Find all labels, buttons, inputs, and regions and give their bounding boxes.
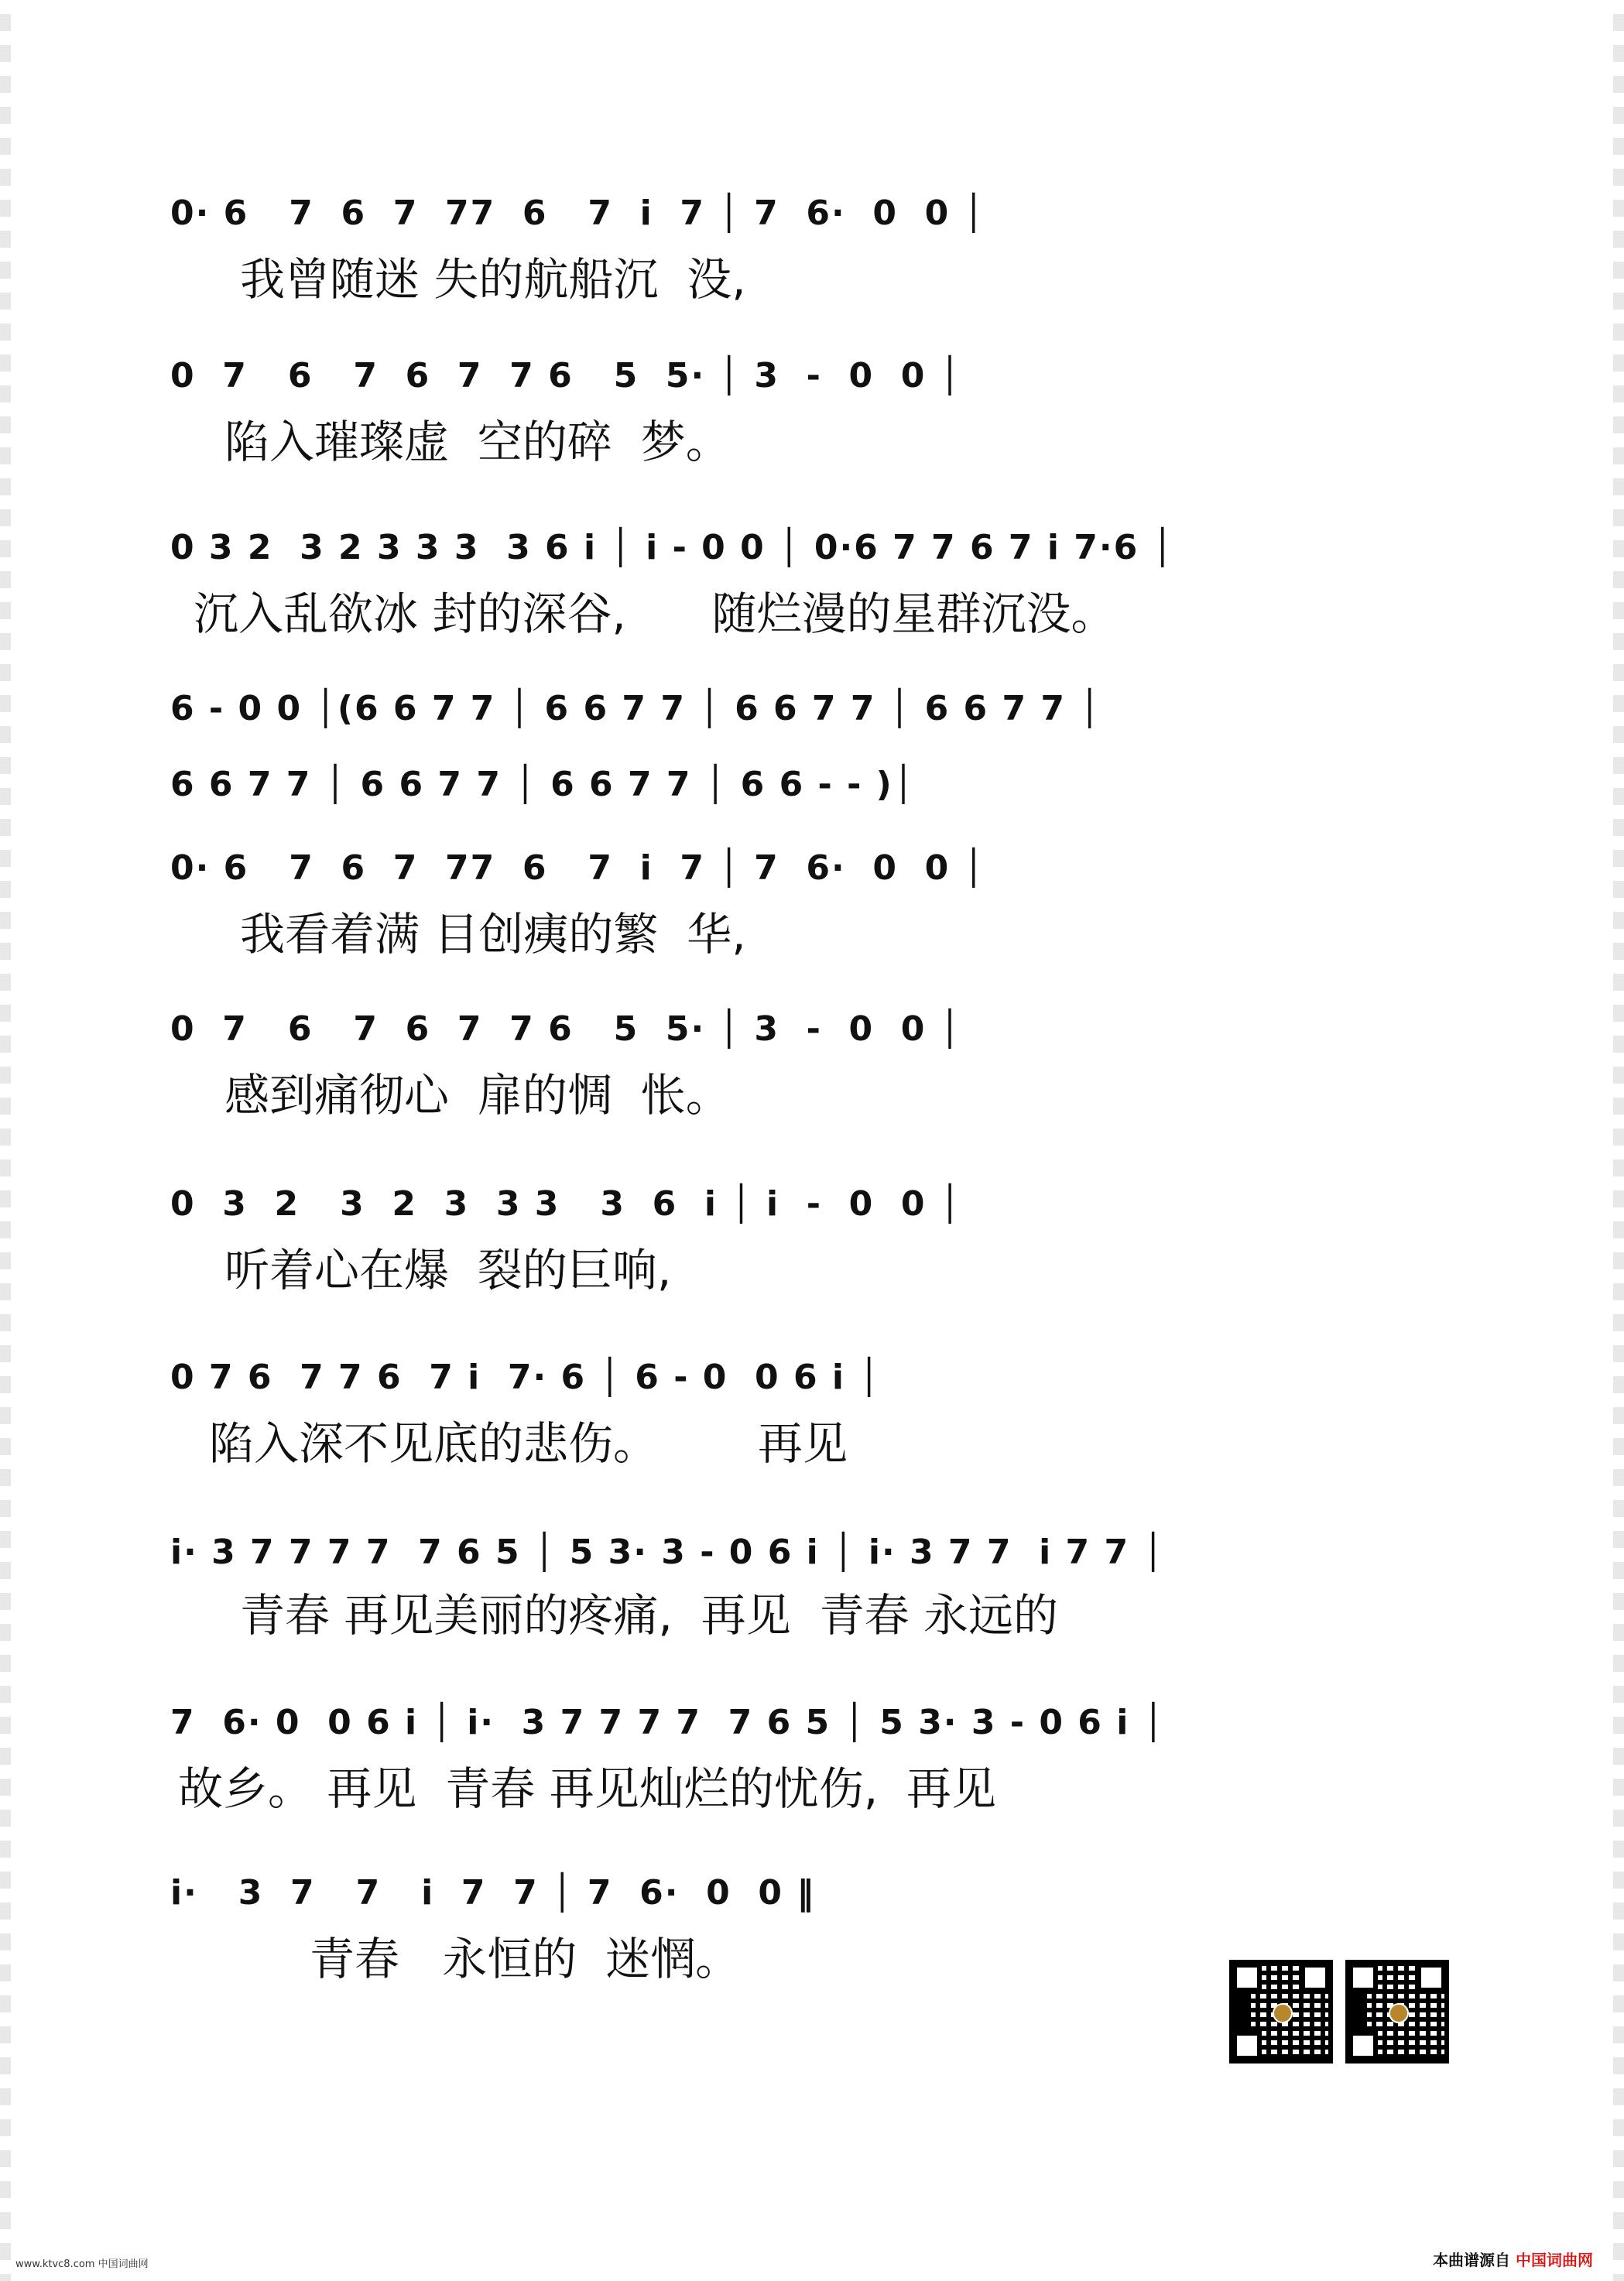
notation-line: i· 3 7 7 i 7 7 │ 7 6· 0 0 ‖: [170, 1873, 816, 1913]
notation-line: 6 6 7 7 │ 6 6 7 7 │ 6 6 7 7 │ 6 6 - - )│: [170, 765, 916, 804]
system-5: [170, 762, 1463, 808]
lyric-line: 听着心在爆 裂的巨响,: [224, 1244, 672, 1296]
lyric-row-8: [170, 1243, 1463, 1296]
lyric-row-3: [170, 587, 1463, 640]
notation-line: 6 - 0 0 │(6 6 7 7 │ 6 6 7 7 │ 6 6 7 7 │ 6 6 7 7 │: [170, 689, 1102, 728]
qr-code-1: [1229, 1960, 1333, 2064]
system-12: [170, 1870, 1463, 1916]
lyric-line: 我曾随迷 失的航船沉 没,: [240, 253, 746, 306]
right-watermark-strip: [1613, 0, 1624, 2281]
system-8: [170, 1181, 1463, 1228]
notation-line: 7 6· 0 0 6 i │ i· 3 7 7 7 7 7 6 5 │ 5 3· 3 - 0 6 i │: [170, 1703, 1166, 1742]
lyric-row-9: [170, 1416, 1463, 1470]
system-9: [170, 1355, 1463, 1401]
notation-line: 0 3 2 3 2 3 3 3 3 6 i │ i - 0 0 │: [170, 1184, 962, 1224]
left-watermark-strip: [0, 0, 11, 2281]
footer-source-prefix: 本曲谱源自: [1433, 2251, 1511, 2269]
lyric-row-7: [170, 1068, 1463, 1122]
lyric-line: 陷入深不见底的悲伤。 再见: [209, 1417, 848, 1470]
system-6: [170, 845, 1463, 892]
notation-line: 0 7 6 7 7 6 7 i 7· 6 │ 6 - 0 0 6 i │: [170, 1358, 881, 1397]
footer-source: [1433, 2248, 1593, 2270]
lyric-line: 我看着满 目创痍的繁 华,: [240, 908, 746, 961]
lyric-line: 故乡。 再见 青春 再见灿烂的忧伤, 再见: [178, 1762, 997, 1815]
system-7: [170, 1006, 1463, 1053]
notation-line: 0· 6 7 6 7 77 6 7 i 7 │ 7 6· 0 0 │: [170, 194, 986, 233]
lyric-line: 感到痛彻心 扉的惆 怅。: [224, 1069, 731, 1122]
system-3: [170, 525, 1463, 571]
lyric-line: 陷入璀璨虚 空的碎 梦。: [224, 416, 731, 468]
notation-line: 0· 6 7 6 7 77 6 7 i 7 │ 7 6· 0 0 │: [170, 848, 986, 888]
lyric-line: 青春 永恒的 迷惘。: [310, 1933, 741, 1985]
notation-line: i· 3 7 7 7 7 7 6 5 │ 5 3· 3 - 0 6 i │ i· 3 7 7 i 7 7 │: [170, 1533, 1165, 1572]
lyric-line: 沉入乱欲冰 封的深谷, 随烂漫的星群沉没。: [194, 587, 1116, 640]
system-2: [170, 353, 1463, 399]
notation-line: 0 7 6 7 6 7 7 6 5 5· │ 3 - 0 0 │: [170, 1009, 962, 1049]
system-11: [170, 1700, 1463, 1746]
system-10: [170, 1529, 1463, 1576]
footer-source-brand: 中国词曲网: [1516, 2251, 1593, 2269]
lyric-row-1: [170, 252, 1463, 306]
notation-line: 0 7 6 7 6 7 7 6 5 5· │ 3 - 0 0 │: [170, 356, 962, 396]
footer-site-url: www.ktvc8.com 中国词曲网: [15, 2259, 149, 2270]
lyric-row-11: [170, 1762, 1463, 1815]
qr-code-2: [1345, 1960, 1449, 2064]
notation-line: 0 3 2 3 2 3 3 3 3 6 i │ i - 0 0 │ 0·6 7 7 6 7 i 7·6 │: [170, 528, 1174, 567]
system-4: [170, 686, 1463, 732]
lyric-row-10: [170, 1588, 1463, 1642]
system-1: [170, 190, 1463, 237]
lyric-line: 青春 再见美丽的疼痛, 再见 青春 永远的: [240, 1589, 1059, 1642]
lyric-row-6: [170, 907, 1463, 961]
lyric-row-2: [170, 415, 1463, 468]
